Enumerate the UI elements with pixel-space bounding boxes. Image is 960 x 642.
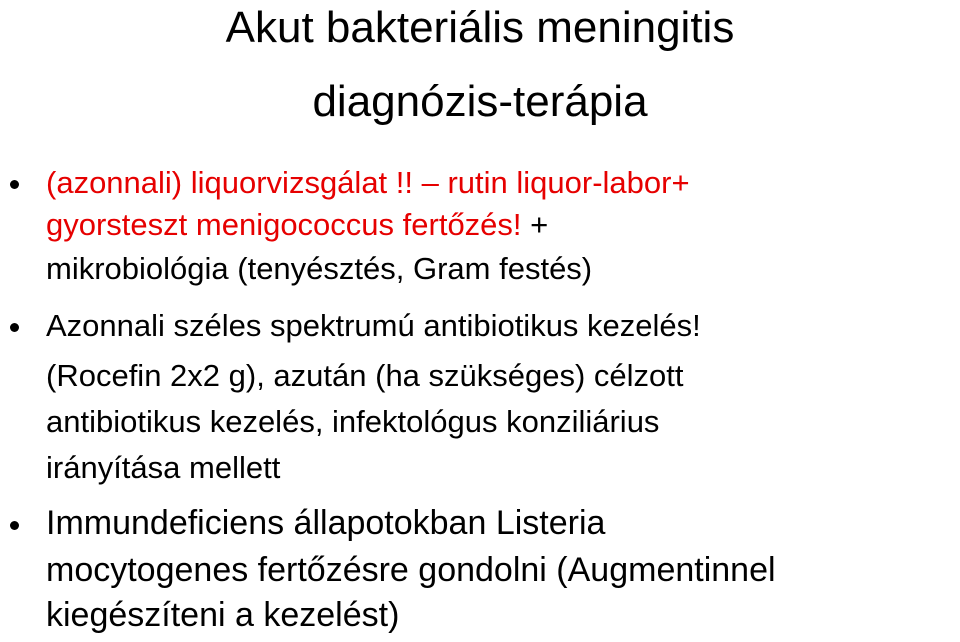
slide-title-line-1: Akut bakteriális meningitis [225, 3, 735, 52]
bullet-1-line-1-red-text: (azonnali) liquorvizsgálat !! – rutin liquor-labor+ [46, 165, 690, 200]
bullet-point-icon [10, 180, 19, 189]
bullet-point-icon [10, 323, 19, 332]
bullet-1-line-1 [46, 165, 690, 201]
bullet-1-line-2-black-text: + [521, 207, 549, 242]
bullet-1-line-3 [46, 251, 592, 287]
slide-title-line-2: diagnózis-terápia [312, 77, 648, 126]
bullet-3-line-3: kiegészíteni a kezelést) [46, 596, 400, 634]
bullet-1-line-2 [46, 207, 548, 243]
bullet-2-line-4: irányítása mellett [46, 450, 281, 485]
bullet-2-line-2: (Rocefin 2x2 g), azután (ha szükséges) célzott [46, 358, 684, 393]
bullet-2-line-3: antibiotikus kezelés, infektológus konziliárius [46, 404, 660, 439]
bullet-3-line-2: mocytogenes fertőzésre gondolni (Augmentinnel [46, 551, 776, 589]
bullet-point-icon [10, 521, 19, 530]
bullet-2-line-1: Azonnali széles spektrumú antibiotikus kezelés! [46, 308, 701, 343]
bullet-1-line-2-red-text: gyorsteszt menigococcus fertőzés! [46, 207, 522, 242]
bullet-3-line-1: Immundeficiens állapotokban Listeria [46, 504, 606, 542]
bullet-1-line-3-black-text: mikrobiológia (tenyésztés, Gram festés) [46, 251, 593, 286]
